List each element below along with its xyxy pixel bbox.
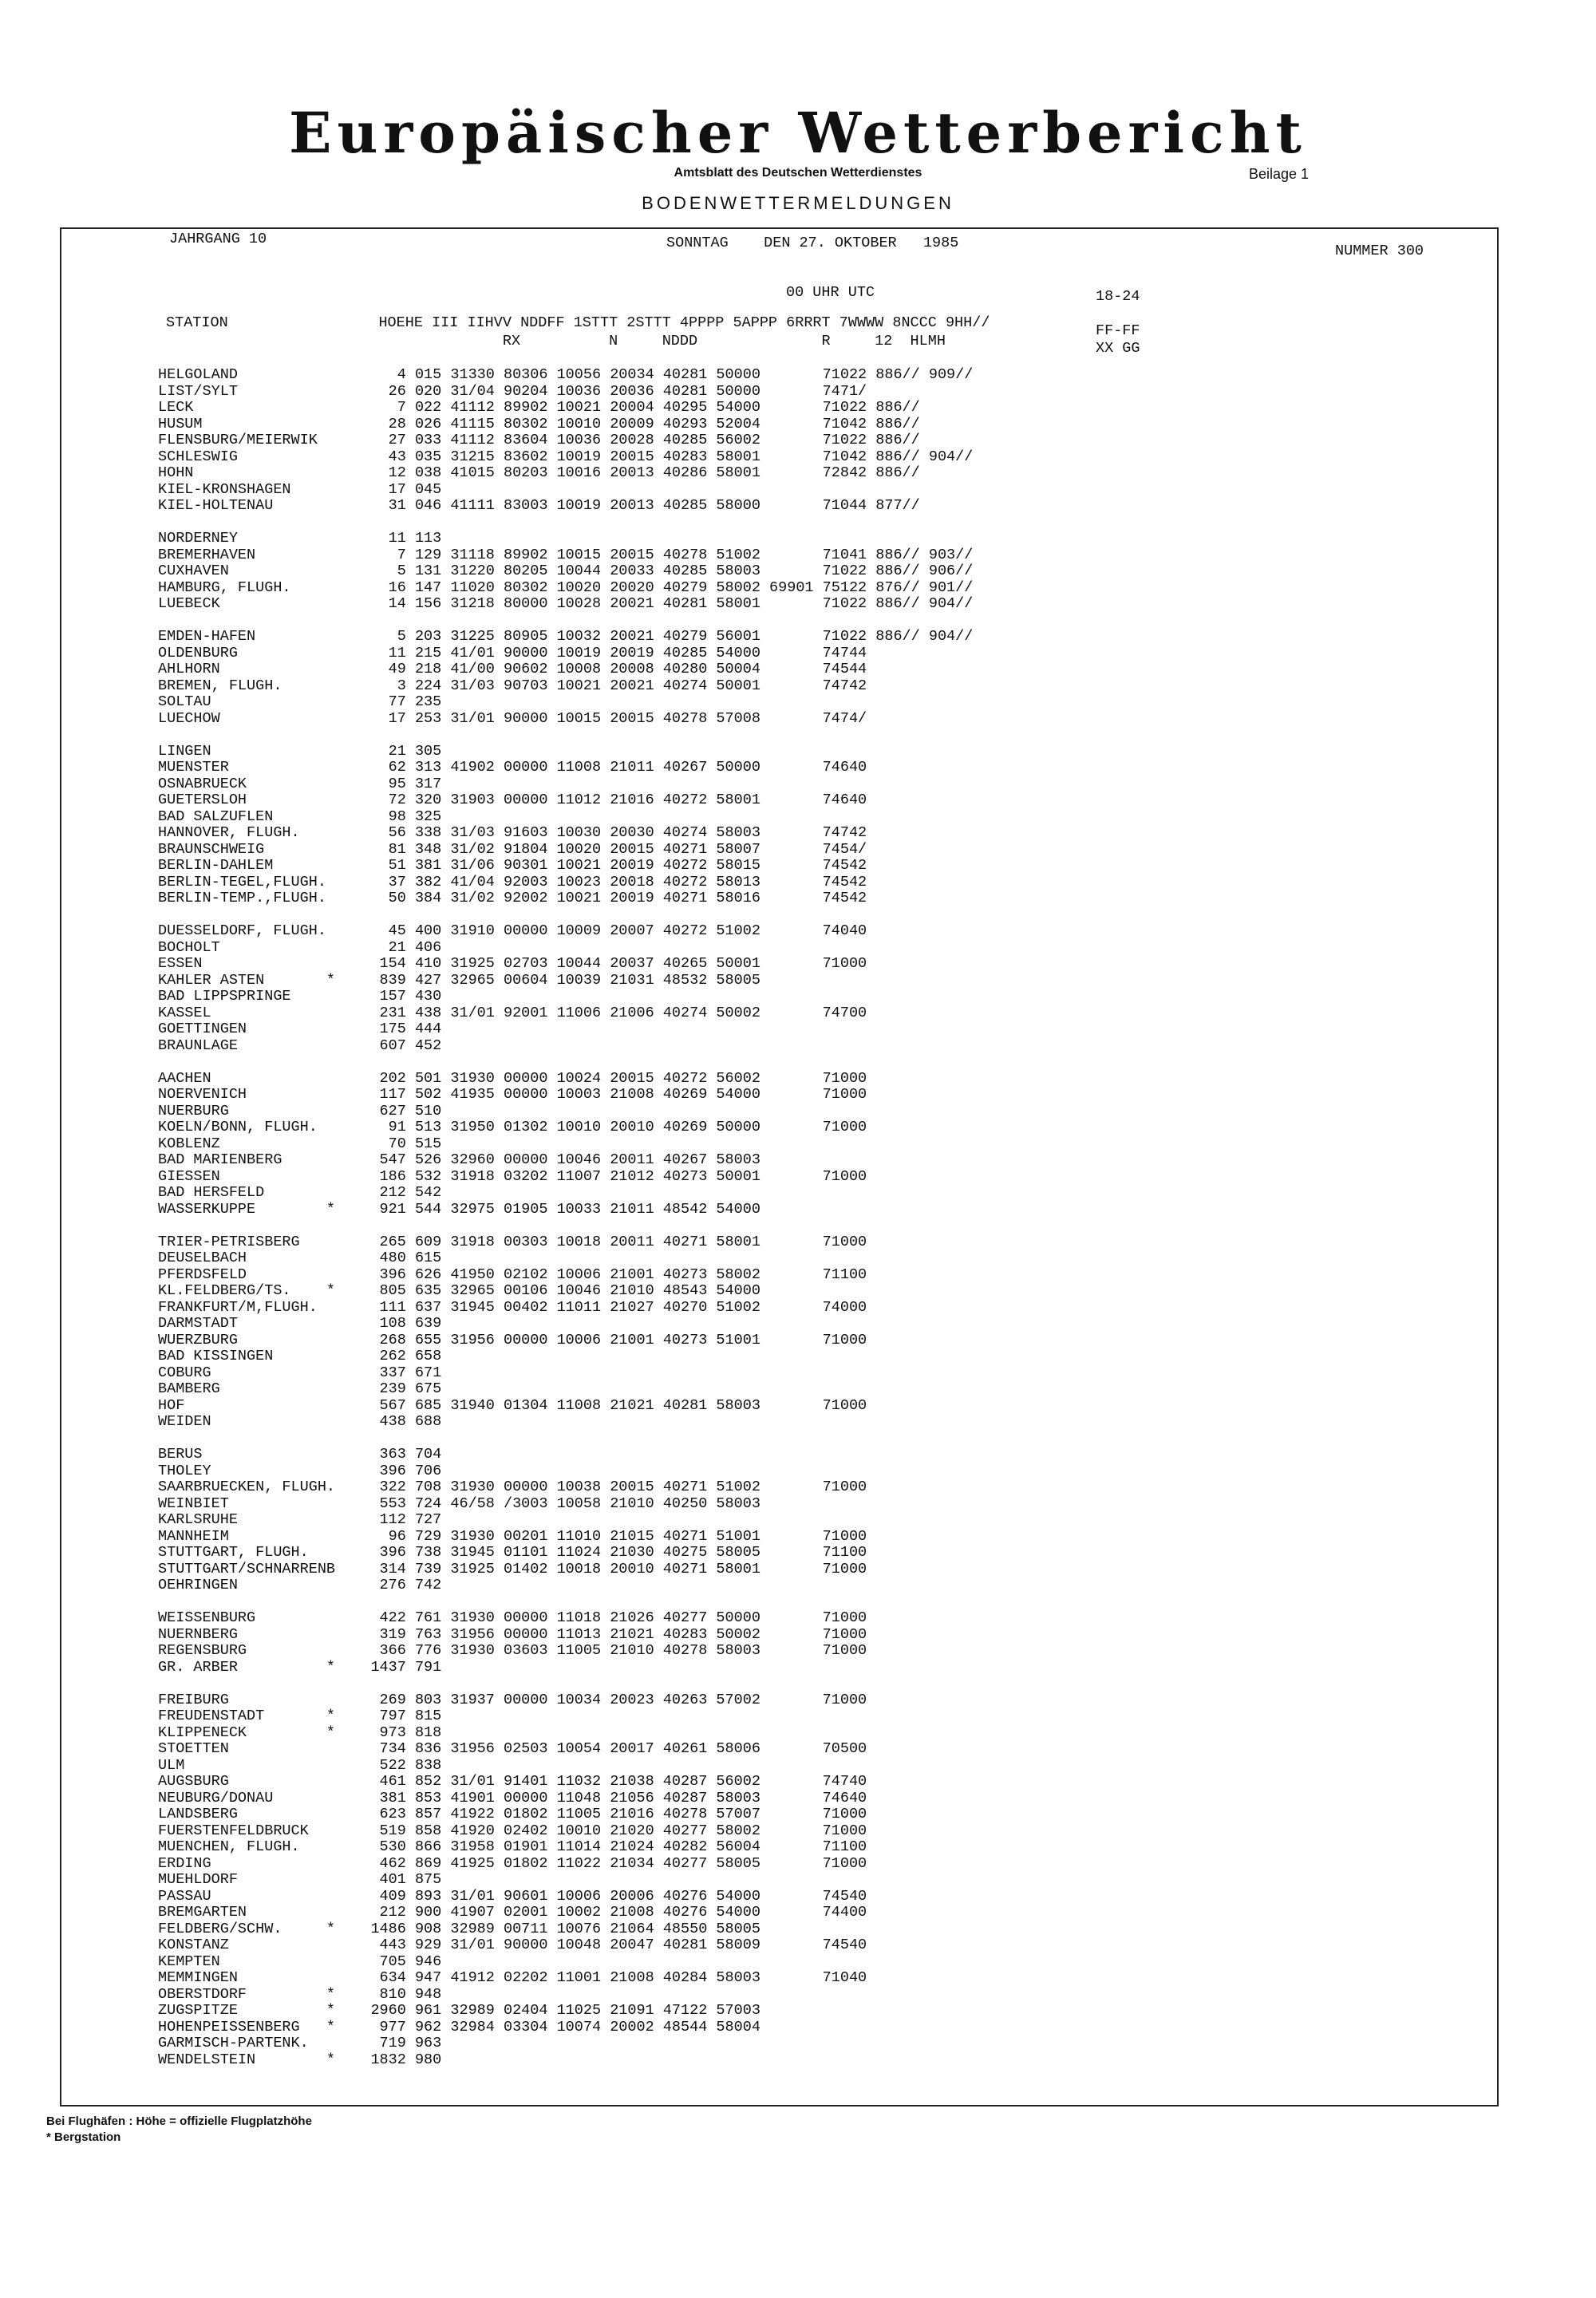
column-header-line2: RX N NDDD R 12 HLMH (166, 333, 946, 349)
station-row: HOHENPEISSENBERG * 977 962 32984 03304 10074 20002 48544 58004 (158, 2018, 760, 2035)
station-row: KONSTANZ 443 929 31/01 90000 10048 20047 40281 58009 74540 (158, 1937, 867, 1953)
utc-label: 00 UHR UTC (786, 284, 875, 301)
station-row: LUEBECK 14 156 31218 80000 10028 20021 40281 58001 71022 886// 904// (158, 595, 974, 612)
station-row: BOCHOLT 21 406 (158, 938, 442, 956)
station-row: NOERVENICH 117 502 41935 00000 10003 21008 40269 54000 71000 (158, 1086, 867, 1103)
station-row: LIST/SYLT 26 020 31/04 90204 10036 20036 40281 50000 7471/ (158, 382, 867, 400)
station-row: EMDEN-HAFEN 5 203 31225 80905 10032 20021 40279 56001 71022 886// 904// (158, 628, 974, 645)
station-row: ERDING 462 869 41925 01802 11022 21034 40277 58005 71000 (158, 1854, 867, 1872)
station-row: MEMMINGEN 634 947 41912 02202 11001 21008 40284 58003 71040 (158, 1969, 867, 1986)
page-title: Europäischer Wetterbericht (289, 100, 1307, 166)
station-row: LANDSBERG 623 857 41922 01802 11005 21016 40278 57007 71000 (158, 1806, 867, 1822)
station-row: LECK 7 022 41112 89902 10021 20004 40295 54000 71022 886// (158, 399, 920, 416)
date-label: SONNTAG DEN 27. OKTOBER 1985 (666, 235, 959, 251)
station-row: BAMBERG 239 675 (158, 1380, 442, 1397)
station-row: MANNHEIM 96 729 31930 00201 11010 21015 40271 51001 71000 (158, 1527, 867, 1545)
column-header-ff: FF-FF (1096, 322, 1140, 339)
station-row: NUERBURG 627 510 (158, 1102, 442, 1119)
station-row: BERUS 363 704 (158, 1446, 442, 1463)
station-row: BRAUNLAGE 607 452 (158, 1036, 442, 1054)
station-row: FRANKFURT/M,FLUGH. 111 637 31945 00402 11011 21027 40270 51002 74000 (158, 1298, 867, 1316)
station-row: SOLTAU 77 235 (158, 693, 442, 710)
station-row: GIESSEN 186 532 31918 03202 11007 21012 40273 50001 71000 (158, 1167, 867, 1185)
station-row: SCHLESWIG 43 035 31215 83602 10019 20015 40283 58001 71042 886// 904// (158, 448, 974, 465)
station-row: STUTTGART/SCHNARRENB 314 739 31925 01402 10018 20010 40271 58001 71000 (158, 1560, 867, 1577)
station-row: OBERSTDORF * 810 948 (158, 1985, 442, 2003)
station-row: DUESSELDORF, FLUGH. 45 400 31910 00000 10009 20007 40272 51002 74040 (158, 922, 867, 939)
station-row: NUERNBERG 319 763 31956 00000 11013 21021 40283 50002 71000 (158, 1625, 867, 1643)
station-row: FLENSBURG/MEIERWIK 27 033 41112 83604 10036 20028 40285 56002 71022 886// (158, 432, 920, 448)
station-row: BERLIN-DAHLEM 51 381 31/06 90301 10021 20019 40272 58015 74542 (158, 857, 867, 874)
footnote-mountain: * Bergstation (46, 2130, 121, 2144)
station-group (158, 1071, 1435, 1218)
jahrgang-label: JAHRGANG 10 (169, 231, 267, 247)
station-row: KOBLENZ 70 515 (158, 1135, 442, 1152)
station-row: GARMISCH-PARTENK. 719 963 (158, 2035, 442, 2051)
beilage-label: Beilage 1 (1249, 166, 1310, 182)
station-row: AACHEN 202 501 31930 00000 10024 20015 40272 56002 71000 (158, 1069, 867, 1087)
station-row: HUSUM 28 026 41115 80302 10010 20009 40293 52004 71042 886// (158, 415, 920, 432)
station-row: GOETTINGEN 175 444 (158, 1021, 442, 1037)
station-row: THOLEY 396 706 (158, 1462, 442, 1479)
station-row: WUERZBURG 268 655 31956 00000 10006 21001 40273 51001 71000 (158, 1331, 867, 1348)
station-row: ZUGSPITZE * 2960 961 32989 02404 11025 21091 47122 57003 (158, 2002, 760, 2019)
station-row: FREIBURG 269 803 31937 00000 10034 20023 40263 57002 71000 (158, 1691, 867, 1708)
section-title: BODENWETTERMELDUNGEN (642, 193, 954, 213)
station-group (158, 367, 1435, 515)
station-row: PFERDSFELD 396 626 41950 02102 10006 21001 40273 58002 71100 (158, 1265, 867, 1283)
station-row: MUENCHEN, FLUGH. 530 866 31958 01901 11014 21024 40282 56004 71100 (158, 1838, 867, 1855)
station-row: REGENSBURG 366 776 31930 03603 11005 21010 40278 58003 71000 (158, 1642, 867, 1659)
issue-number: NUMMER 300 (1335, 243, 1424, 259)
station-row: KLIPPENECK * 973 818 (158, 1724, 442, 1741)
station-row: GR. ARBER * 1437 791 (158, 1658, 442, 1676)
station-group (158, 629, 1435, 727)
station-row: BAD LIPPSPRINGE 157 430 (158, 988, 442, 1005)
station-row: HANNOVER, FLUGH. 56 338 31/03 91603 10030 20030 40274 58003 74742 (158, 824, 867, 841)
column-header-xx: XX GG (1096, 340, 1140, 357)
group-spacer (158, 1431, 1435, 1447)
station-group (158, 923, 1435, 1054)
station-row: OSNABRUECK 95 317 (158, 775, 442, 792)
station-group (158, 744, 1435, 907)
station-row: BREMGARTEN 212 900 41907 02001 10002 21008 40276 54000 74400 (158, 1904, 867, 1921)
station-row: AUGSBURG 461 852 31/01 91401 11032 21038 40287 56002 74740 (158, 1773, 867, 1790)
station-row: FUERSTENFELDBRUCK 519 858 41920 02402 10010 21020 40277 58002 71000 (158, 1822, 867, 1839)
station-row: KIEL-HOLTENAU 31 046 41111 83003 10019 20013 40285 58000 71044 877// (158, 497, 920, 514)
footnote-airports: Bei Flughäfen : Höhe = offizielle Flugplatzhöhe (46, 2114, 312, 2128)
station-row: HOF 567 685 31940 01304 11008 21021 40281 58003 71000 (158, 1396, 867, 1414)
station-row: GUETERSLOH 72 320 31903 00000 11012 21016 40272 58001 74640 (158, 792, 867, 808)
station-row: BAD HERSFELD 212 542 (158, 1184, 442, 1201)
station-row: OEHRINGEN 276 742 (158, 1577, 442, 1593)
station-row: BAD SALZUFLEN 98 325 (158, 807, 442, 825)
station-row: KIEL-KRONSHAGEN 17 045 (158, 480, 442, 498)
station-row: KOELN/BONN, FLUGH. 91 513 31950 01302 10010 20010 40269 50000 71000 (158, 1119, 867, 1135)
station-row: WENDELSTEIN * 1832 980 (158, 2051, 442, 2068)
station-row: BERLIN-TEGEL,FLUGH. 37 382 41/04 92003 10023 20018 40272 58013 74542 (158, 873, 867, 890)
station-table (158, 367, 1435, 2068)
station-row: NORDERNEY 11 113 (158, 530, 442, 547)
station-group (158, 531, 1435, 613)
station-row: BREMERHAVEN 7 129 31118 89902 10015 20015 40278 51002 71041 886// 903// (158, 546, 974, 563)
station-row: AHLHORN 49 218 41/00 90602 10008 20008 40280 50004 74544 (158, 661, 867, 677)
station-row: ESSEN 154 410 31925 02703 10044 20037 40265 50001 71000 (158, 955, 867, 972)
station-group (158, 1447, 1435, 1594)
station-row: DEUSELBACH 480 615 (158, 1250, 442, 1266)
station-row: BRAUNSCHWEIG 81 348 31/02 91804 10020 20015 40271 58007 7454/ (158, 840, 867, 858)
station-row: NEUBURG/DONAU 381 853 41901 00000 11048 21056 40287 58003 74640 (158, 1789, 867, 1806)
station-row: KASSEL 231 438 31/01 92001 11006 21006 40274 50002 74700 (158, 1004, 867, 1021)
group-spacer (158, 727, 1435, 744)
station-row: HOHN 12 038 41015 80203 10016 20013 40286 58001 72842 886// (158, 464, 920, 481)
station-row: OLDENBURG 11 215 41/01 90000 10019 20019 40285 54000 74744 (158, 644, 867, 661)
station-row: ULM 522 838 (158, 1756, 442, 1774)
station-row: TRIER-PETRISBERG 265 609 31918 00303 10018 20011 40271 58001 71000 (158, 1233, 867, 1250)
station-group (158, 1610, 1435, 1676)
station-row: KAHLER ASTEN * 839 427 32965 00604 10039 21031 48532 58005 (158, 971, 760, 989)
station-row: STOETTEN 734 836 31956 02503 10054 20017 40261 58006 70500 (158, 1740, 867, 1757)
station-row: LINGEN 21 305 (158, 742, 442, 760)
station-row: MUENSTER 62 313 41902 00000 11008 21011 40267 50000 74640 (158, 759, 867, 776)
station-row: FELDBERG/SCHW. * 1486 908 32989 00711 10076 21064 48550 58005 (158, 1920, 760, 1937)
group-spacer (158, 1594, 1435, 1611)
station-row: STUTTGART, FLUGH. 396 738 31945 01101 11024 21030 40275 58005 71100 (158, 1544, 867, 1561)
column-header-line1: STATION HOEHE III IIHVV NDDFF 1STTT 2STTT 4PPPP 5APPP 6RRRT 7WWWW 8NCCC 9HH// (166, 314, 990, 331)
station-row: WEISSENBURG 422 761 31930 00000 11018 21026 40277 50000 71000 (158, 1609, 867, 1626)
group-spacer (158, 613, 1435, 630)
group-spacer (158, 907, 1435, 924)
station-row: SAARBRUECKEN, FLUGH. 322 708 31930 00000 10038 20015 40271 51002 71000 (158, 1479, 867, 1495)
station-row: WEIDEN 438 688 (158, 1413, 442, 1430)
station-group (158, 1234, 1435, 1431)
station-row: COBURG 337 671 (158, 1364, 442, 1381)
station-row: DARMSTADT 108 639 (158, 1315, 442, 1332)
station-row: BERLIN-TEMP.,FLUGH. 50 384 31/02 92002 10021 20019 40271 58016 74542 (158, 890, 867, 906)
station-group (158, 1692, 1435, 2069)
station-row: BAD KISSINGEN 262 658 (158, 1348, 442, 1364)
station-row: KEMPTEN 705 946 (158, 1953, 442, 1970)
station-row: PASSAU 409 893 31/01 90601 10006 20006 40276 54000 74540 (158, 1887, 867, 1905)
station-row: MUEHLDORF 401 875 (158, 1871, 442, 1888)
station-row: CUXHAVEN 5 131 31220 80205 10044 20033 40285 58003 71022 886// 906// (158, 563, 974, 579)
group-spacer (158, 515, 1435, 531)
station-row: LUECHOW 17 253 31/01 90000 10015 20015 40278 57008 7474/ (158, 709, 867, 727)
station-row: HAMBURG, FLUGH. 16 147 11020 80302 10020 20020 40279 58002 69901 75122 876// 901// (158, 578, 974, 596)
station-row: WASSERKUPPE * 921 544 32975 01905 10033 21011 48542 54000 (158, 1200, 760, 1218)
station-row: KARLSRUHE 112 727 (158, 1511, 442, 1528)
station-row: BREMEN, FLUGH. 3 224 31/03 90703 10021 20021 40274 50001 74742 (158, 677, 867, 694)
subtitle: Amtsblatt des Deutschen Wetterdienstes (674, 166, 922, 180)
group-spacer (158, 1676, 1435, 1692)
range-label: 18-24 (1096, 288, 1140, 305)
station-row: HELGOLAND 4 015 31330 80306 10056 20034 40281 50000 71022 886// 909// (158, 366, 974, 383)
station-row: KL.FELDBERG/TS. * 805 635 32965 00106 10046 21010 48543 54000 (158, 1282, 760, 1299)
station-row: FREUDENSTADT * 797 815 (158, 1708, 442, 1724)
group-spacer (158, 1054, 1435, 1071)
group-spacer (158, 1218, 1435, 1234)
station-row: WEINBIET 553 724 46/58 /3003 10058 21010 40250 58003 (158, 1494, 760, 1512)
station-row: BAD MARIENBERG 547 526 32960 00000 10046 20011 40267 58003 (158, 1151, 760, 1168)
